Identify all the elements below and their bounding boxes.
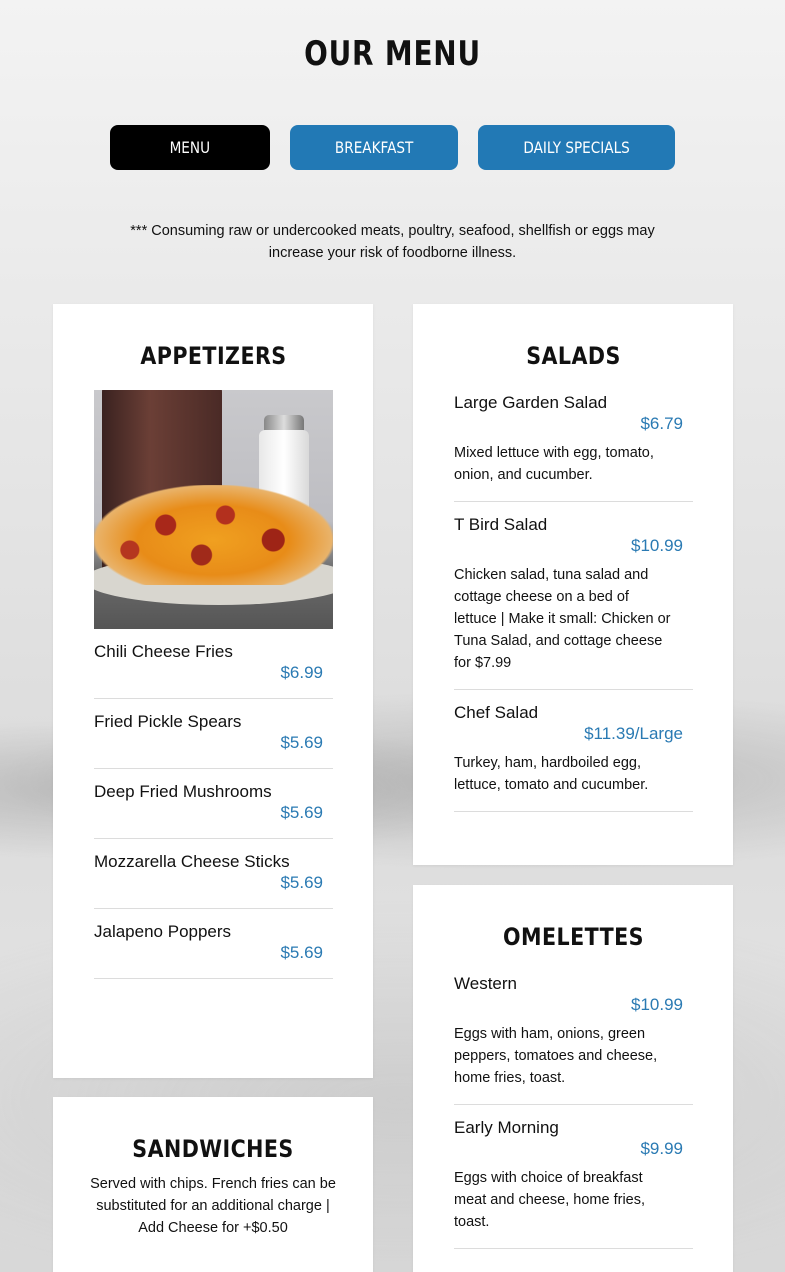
item-name: Chef Salad [454,703,539,722]
menu-item [94,629,333,699]
menu-tabs [0,125,785,170]
food-safety-warning: *** Consuming raw or undercooked meats, poultry, seafood, shellfish or eggs may increase your risk of foodborne illness. [130,223,655,261]
salads-card [413,304,733,865]
item-price: $11.39/Large [584,724,683,743]
tab-daily-specials[interactable]: DAILY SPECIALS [478,125,675,170]
sandwiches-note: Served with chips. French fries can be substituted for an additional charge | Add Cheese for +$0.50 [90,1176,336,1236]
menu-item [454,502,693,690]
item-description: Chicken salad, tuna salad and cottage cheese on a bed of lettuce | Make it small: Chicken or Tuna Salad, and cottage cheese for $7.99 [454,567,671,671]
item-name: Chili Cheese Fries [94,642,233,661]
menu-item [94,769,333,839]
item-price: $9.99 [640,1139,683,1158]
sandwiches-title: SANDWICHES [132,1135,294,1163]
menu-item [454,392,693,502]
item-price: $6.79 [640,414,683,433]
item-name: Large Garden Salad [454,393,608,412]
menu-item [94,839,333,909]
item-name: Fried Pickle Spears [94,712,242,731]
item-name: T Bird Salad [454,515,548,534]
item-name: Mozzarella Cheese Sticks [94,852,290,871]
item-price: $5.69 [280,873,323,892]
item-description: Turkey, ham, hardboiled egg, lettuce, tomato and cucumber. [454,755,649,793]
chili-cheese-fries-photo [94,390,333,629]
appetizers-card [53,304,373,1078]
item-name: Western [454,974,517,993]
menu-item [94,909,333,979]
item-price: $10.99 [631,536,683,555]
page-title: OUR MENU [304,34,481,74]
appetizers-title: APPETIZERS [140,342,287,370]
omelettes-title: OMELETTES [503,923,644,951]
item-price: $5.69 [280,803,323,822]
menu-item [454,690,693,812]
item-price: $5.69 [280,943,323,962]
menu-item [454,973,693,1105]
item-description: Mixed lettuce with egg, tomato, onion, and cucumber. [454,445,654,483]
item-price: $5.69 [280,733,323,752]
item-description: Eggs with choice of breakfast meat and cheese, home fries, toast. [454,1170,646,1230]
salads-title: SALADS [526,342,621,370]
item-description: Eggs with ham, onions, green peppers, tomatoes and cheese, home fries, toast. [454,1026,658,1086]
sandwiches-card [53,1097,373,1272]
tab-menu[interactable]: MENU [110,125,270,170]
item-price: $6.99 [280,663,323,682]
menu-item [454,1105,693,1249]
item-name: Deep Fried Mushrooms [94,782,272,801]
menu-item [94,699,333,769]
tab-breakfast[interactable]: BREAKFAST [290,125,458,170]
item-name: Early Morning [454,1118,559,1137]
item-price: $10.99 [631,995,683,1014]
omelettes-card [413,885,733,1272]
item-name: Jalapeno Poppers [94,922,232,941]
